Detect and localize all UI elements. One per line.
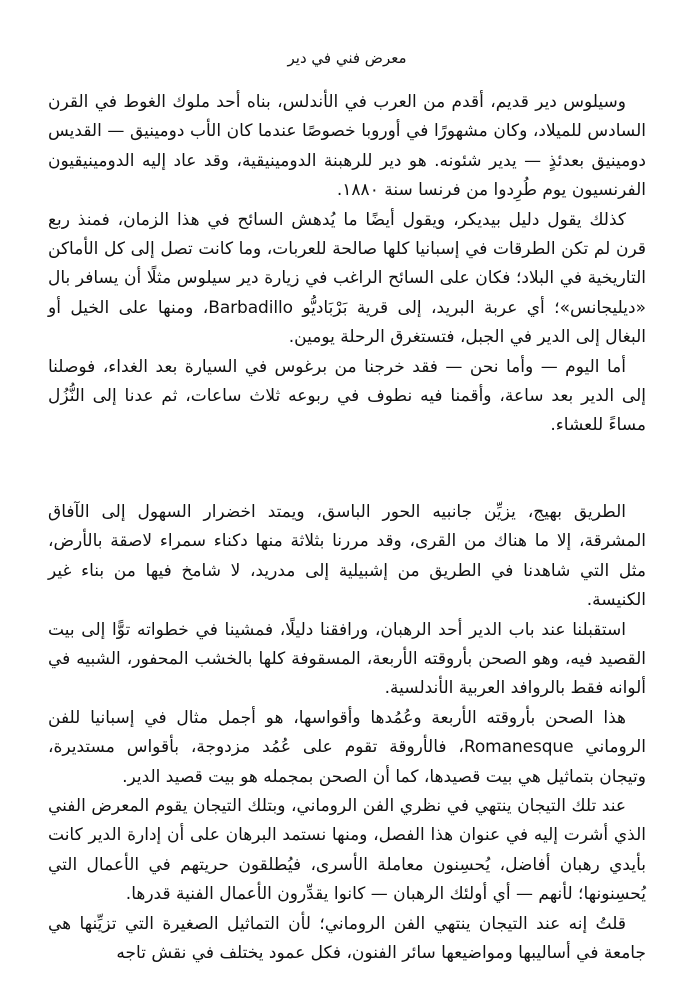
paragraph: قلتُ إنه عند التيجان ينتهي الفن الروماني؛ لأن التماثيل الصغيرة التي تزيِّنها هي جامعة في أساليبها ومواضيعها سائر الفنون، فكل عمود يختلف في نقش تاجه — [48, 913, 646, 964]
paragraph: كذلك يقول دليل بيديكر، ويقول أيضًا ما يُدهش السائح في هذا الزمان، فمنذ ربع قرن لم تكن الطرقات في إسبانيا كلها صالحة للعربات، وما كانت تصل إلى كل الأماكن التاريخية في البلاد؛ فكان على السائح الراغب في زيارة دير سيلوس مثلًا أن يسافر بال «ديليجانس»؛ أي عربة البريد، إلى قرية بَرْبَاديُّو Barbadillo، ومنها على الخيل أو البغال إلى الدير في الجبل، فتستغرق الرحلة يومين. — [48, 209, 646, 348]
paragraph: هذا الصحن بأروقته الأربعة وعُمُدها وأقواسها، هو أجمل مثال في إسبانيا للفن الروماني Romanesque، فالأروقة تقوم على عُمُد مزدوجة، بأقواس مستديرة، وتيجان بتماثيل هي بيت قصيدها، كما أن الصحن بمجمله هو بيت قصيد الدير. — [48, 707, 646, 787]
text-section-1 — [48, 88, 646, 441]
text-section-2 — [48, 498, 646, 969]
paragraph: استقبلنا عند باب الدير أحد الرهبان، ورافقنا دليلًا، فمشينا في خطواته توًّا إلى بيت القصيد فيه، وهو الصحن بأروقته الأربعة، المسقوفة كلها بالخشب المحفور، الشبيه في ألوانه فقط بالروافد العربية الأندلسية. — [48, 619, 646, 699]
paragraph: وسيلوس دير قديم، أقدم من العرب في الأندلس، بناه أحد ملوك الغوط في القرن السادس للميلاد، وكان مشهورًا في أوروبا خصوصًا عندما كان الأب دومينيق — القديس دومينيق بعدئذٍ — يدير شئونه. هو دير للرهبنة الدومينيقية، وقد عاد إليه الدومينيقيون الفرنسيون يوم طُرِدوا من فرنسا سنة ١٨٨٠. — [48, 92, 646, 201]
running-head: معرض فني في دير — [287, 49, 407, 67]
paragraph: عند تلك التيجان ينتهي في نظري الفن الروماني، وبتلك التيجان يقوم المعرض الفني الذي أشرت إليه في عنوان هذا الفصل، ومنها نستمد البرهان على أن إدارة الدير كانت بأيدي رهبان أفاضل، يُحسِنون معاملة الأسرى، فيُطلقون حريتهم في الأعمال التي يُحسِنونها؛ لأنهم — أي أولئك الرهبان — كانوا يقدِّرون الأعمال الفنية قدرها. — [48, 796, 646, 905]
paragraph: الطريق بهيج، يزيِّن جانبيه الحور الباسق، ويمتد اخضرار السهول إلى الآفاق المشرقة، إلا ما هناك من القرى، وقد مررنا بثلاثة منها دكناء سمراء لاصقة بالأرض، مثل التي شاهدنا في الطريق من إشبيلية إلى مدريد، لا شامخ فيها من بناء غير الكنيسة. — [48, 502, 646, 611]
paragraph: أما اليوم — وأما نحن — فقد خرجنا من برغوس في السيارة بعد الغداء، فوصلنا إلى الدير بعد ساعة، وأقمنا فيه نطوف في ربوعه ثلاث ساعات، ثم عدنا إلى النُّزُل مساءً للعشاء. — [48, 356, 646, 436]
